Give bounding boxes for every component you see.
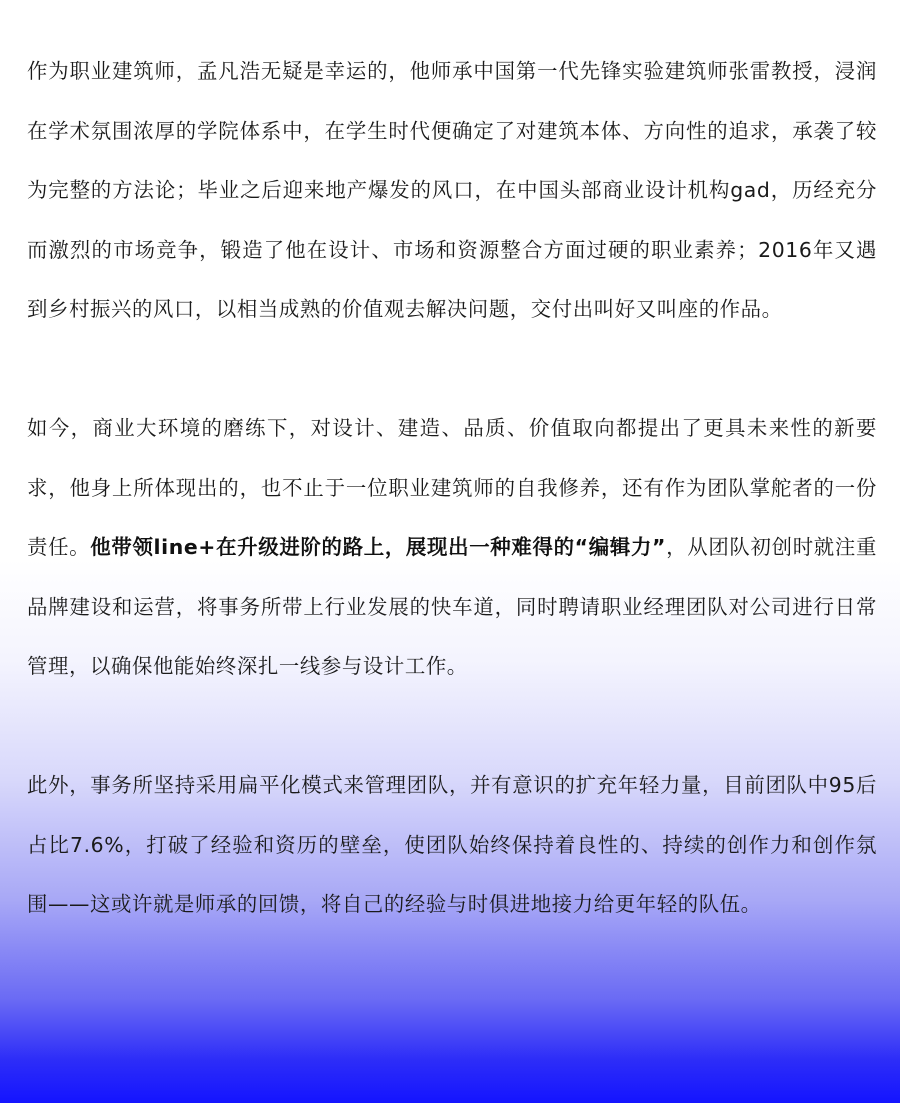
paragraph-2-text-a: 如今，商业大环境的磨练下，对设计、建造、品质、价值取向都提出了更具未来性的新要求，他身上所体现出的，也不止于一位职业建筑师的自我修养，还有作为团队掌舵者的一份责任。	[27, 416, 877, 559]
article-body	[27, 42, 877, 935]
paragraph-3-text: 此外，事务所坚持采用扁平化模式来管理团队，并有意识的扩充年轻力量，目前团队中95后占比7.6%，打破了经验和资历的壁垒，使团队始终保持着良性的、持续的创作力和创作氛围——这或许就是师承的回馈，将自己的经验与时俱进地接力给更年轻的队伍。	[27, 773, 877, 916]
paragraph-2	[27, 399, 877, 697]
paragraph-1	[27, 42, 877, 340]
paragraph-1-text: 作为职业建筑师，孟凡浩无疑是幸运的，他师承中国第一代先锋实验建筑师张雷教授，浸润在学术氛围浓厚的学院体系中，在学生时代便确定了对建筑本体、方向性的追求，承袭了较为完整的方法论；毕业之后迎来地产爆发的风口，在中国头部商业设计机构gad，历经充分而激烈的市场竞争，锻造了他在设计、市场和资源整合方面过硬的职业素养；2016年又遇到乡村振兴的风口，以相当成熟的价值观去解决问题，交付出叫好又叫座的作品。	[27, 59, 877, 321]
paragraph-3	[27, 756, 877, 935]
paragraph-2-highlight: 他带领line+在升级进阶的路上，展现出一种难得的“编辑力”	[90, 535, 667, 559]
paragraph-2-text-b: ，从团队初创时就注重品牌建设和运营，将事务所带上行业发展的快车道，同时聘请职业经理团队对公司进行日常管理，以确保他能始终深扎一线参与设计工作。	[27, 535, 877, 678]
